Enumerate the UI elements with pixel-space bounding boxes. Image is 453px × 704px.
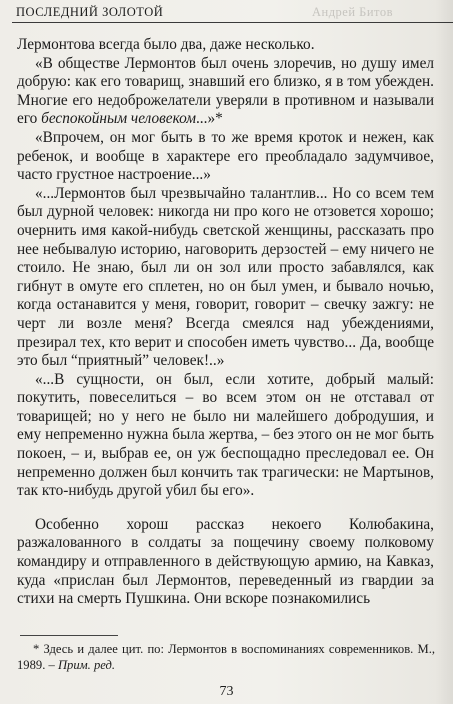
paragraph: Особенно хорош рассказ некоего Колюбакина, разжалованного в солдаты за пощечину своему полковому командиру и отправленного в действующую армию, на Кавказ, куда «прислан был Лермонтов, переведенный из гвардии за стихи на смерть Пушкина. Они вскоре познакомились bbox=[17, 515, 434, 608]
paragraph: «...В сущности, он был, если хотите, добрый малый: покутить, повеселиться – во всем этом он не отставал от товарищей; но у него не было ни малейшего добродушия, и ему непременно нужна была жертва, – без этого он не мог быть покоен, – и, выбрав ее, он уж беспощадно преследовал ее. Он непременно должен был кончить так трагически: не Мартынов, так кто-нибудь другой убил бы его». bbox=[17, 370, 434, 500]
running-title: ПОСЛЕДНИЙ ЗОЛОТОЙ bbox=[16, 5, 164, 19]
paragraph: Лермонтова всегда было два, даже несколько. bbox=[17, 36, 315, 53]
page-header bbox=[16, 2, 453, 24]
footnote-rule bbox=[20, 635, 118, 636]
bleed-through-text: Андрей Битов bbox=[311, 5, 393, 19]
body-text bbox=[17, 36, 434, 609]
paragraph: «В обществе Лермонтов был очень злоречив, но душу имел добрую: как его товарищ, знавший его близко, я в том убежден. Многие его недоброжелатели уверяли в противном и называли его беспокойным человеком...»* bbox=[17, 54, 434, 128]
footnote-italic: Прим. ред. bbox=[57, 658, 116, 672]
page-number: 73 bbox=[219, 684, 234, 699]
italic-phrase: беспокойным человеком bbox=[41, 110, 196, 128]
paragraph: «...Лермонтов был чрезвычайно талантлив... Но со всем тем был дурной человек: никогда ни про кого не отзовется хорошо; очернить имя какой-нибудь светской женщины, рассказать про нее небывалую историю, наговорить дерзостей – ему ничего не стоило. Не знаю, был ли он зол или просто забавлялся, как гибнут в омуте его сплетен, но он был умен, и бывало ночью, когда останавится у меня, говорит, говорит – свечку зажгу: не черт ли возле меня? Всегда смеялся над убеждениями, презирал тех, кто верит и способен иметь чувство... Да, вообще это был “приятный” человек!..» bbox=[17, 184, 434, 370]
page-edge-shadow bbox=[435, 0, 453, 704]
footnote: * Здесь и далее цит. по: Лермонтов в воспоминаниях современников. М., 1989. – Прим. ред. bbox=[17, 642, 435, 672]
header-rule bbox=[12, 22, 453, 23]
paragraph: «Впрочем, он мог быть в то же время кроток и нежен, как ребенок, и вообще в характере его преобладало задумчивое, часто грустное настроение...» bbox=[17, 128, 434, 184]
